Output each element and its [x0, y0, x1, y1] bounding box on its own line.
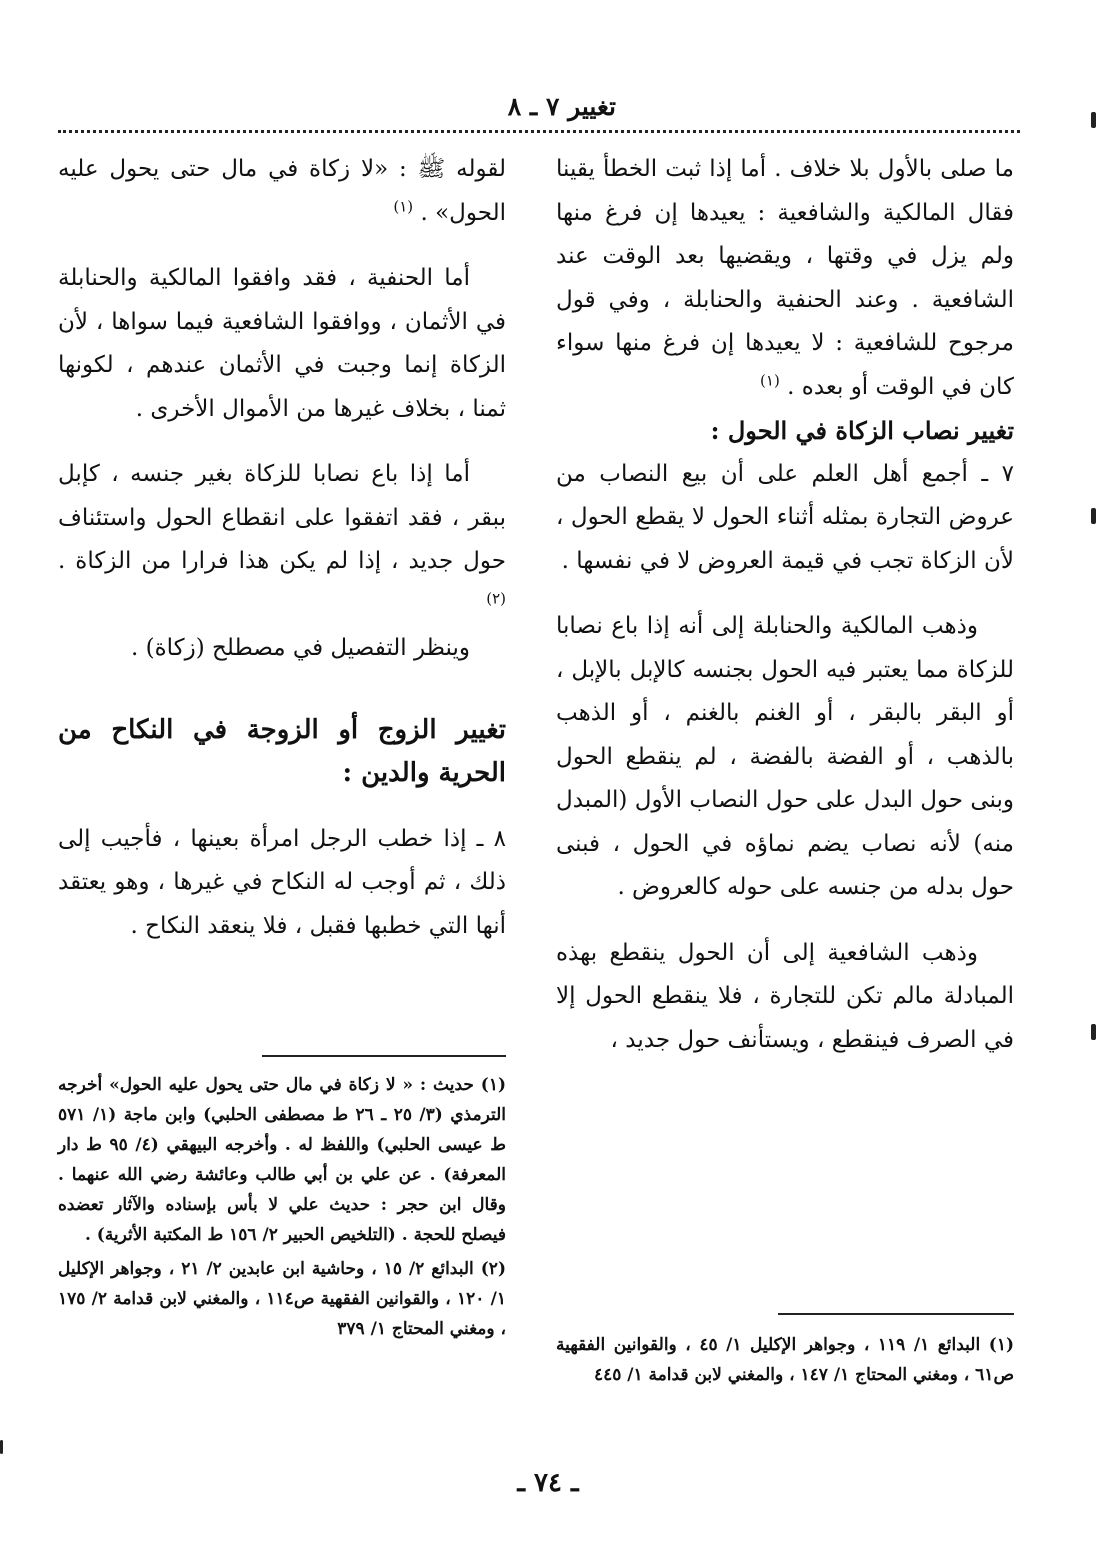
right-paragraph-3: وذهب المالكية والحنابلة إلى أنه إذا باع نصابا للزكاة مما يعتبر فيه الحول بجنسه كالإبل بالإبل ، أو البقر بالبقر ، أو الغنم بالغنم ، أو الذهب بالذهب ، أو الفضة بالفضة ، لم ينقطع الحول وبنى حول البدل على حول النصاب الأول (المبدل منه) لأنه نصاب يضم نماؤه في الحول ، فبنى حول بدله من جنسه على حوله كالعروض . [556, 613, 1014, 900]
scan-margin-mark [1091, 508, 1096, 524]
right-paragraph-2: ٧ ـ أجمع أهل العلم على أن بيع النصاب من عروض التجارة بمثله أثناء الحول لا يقطع الحول ، لأن الزكاة تجب في قيمة العروض لا في نفسها . [556, 460, 1014, 574]
section-heading-zakat: تغيير نصاب الزكاة في الحول : [710, 416, 1014, 445]
footnotes-left [58, 1070, 506, 1348]
footnotes-right [556, 1330, 1014, 1394]
scan-margin-mark [1091, 1024, 1096, 1040]
page-header-title: تغيير ٧ ـ ٨ [507, 92, 616, 121]
footnote-divider-left [262, 1055, 506, 1057]
header-dotted-divider [58, 130, 1020, 133]
footnote-divider-right [778, 1313, 1014, 1315]
section-heading-marriage: تغيير الزوج أو الزوجة في النكاح من الحرية والدين : [58, 714, 506, 788]
right-column [556, 148, 1014, 1062]
left-paragraph-3-text: أما إذا باع نصابا للزكاة بغير جنسه ، كإبل ببقر ، فقد اتفقوا على انقطاع الحول واستئناف حول جديد ، إذا لم يكن هذا فرارا من الزكاة . [58, 461, 506, 574]
scan-margin-mark [1091, 112, 1096, 128]
footnote-ref: (١) [760, 370, 780, 389]
footnote-ref: (٢) [486, 588, 506, 607]
left-column [58, 148, 506, 948]
left-paragraph-1 [58, 148, 506, 235]
page-number: ـ ٧٤ ـ [517, 1468, 579, 1498]
left-paragraph-4: وينظر التفصيل في مصطلح (زكاة) . [131, 635, 470, 661]
left-paragraph-1-text: لقوله ﷺ : «لا زكاة في مال حتى يحول عليه الحول» . [58, 156, 506, 226]
right-paragraph-1-text: ما صلى بالأول بلا خلاف . أما إذا ثبت الخطأ يقينا فقال المالكية والشافعية : يعيدها إن فرغ منها ولم يزل في وقتها ، ويقضيها بعد الوقت عند الشافعية . وعند الحنفية والحنابلة ، وفي قول مرجوح للشافعية : لا يعيدها إن فرغ منها سواء كان في الوقت أو بعده . [556, 156, 1014, 400]
footnote-ref: (١) [393, 196, 414, 215]
footnote-item: (٢) البدائع ٢/ ١٥ ، وحاشية ابن عابدين ٢/ ٢١ ، وجواهر الإكليل ١/ ١٢٠ ، والقوانين الفقهية ص١١٤ ، والمغني لابن قدامة ٢/ ١٧٥ ، ومغني المحتاج ١/ ٣٧٩ [58, 1259, 506, 1339]
footnote-item: (١) حديث : « لا زكاة في مال حتى يحول عليه الحول» أخرجه الترمذي (٣/ ٢٥ ـ ٢٦ ط مصطفى الحلبي) وابن ماجة (١/ ٥٧١ ط عيسى الحلبي) واللفظ له . وأخرجه البيهقي (٤/ ٩٥ ط دار المعرفة) . عن علي بن أبي طالب وعائشة رضي الله عنهما . وقال ابن حجر : حديث علي لا بأس بإسناده والآثار تعضده فيصلح للحجة . (التلخيص الحبير ٢/ ١٥٦ ط المكتبة الأثرية) . [58, 1075, 506, 1245]
scan-margin-mark [0, 1440, 3, 1454]
right-paragraph-4: وذهب الشافعية إلى أن الحول ينقطع بهذه المبادلة مالم تكن للتجارة ، فلا ينقطع الحول إلا في الصرف فينقطع ، ويستأنف حول جديد ، [556, 939, 1014, 1053]
left-paragraph-2: أما الحنفية ، فقد وافقوا المالكية والحنابلة في الأثمان ، ووافقوا الشافعية فيما سواها ، لأن الزكاة إنما وجبت في الأثمان عندهم ، لكونها ثمنا ، بخلاف غيرها من الأموال الأخرى . [58, 265, 506, 422]
left-paragraph-3 [58, 453, 506, 627]
left-paragraph-5: ٨ ـ إذا خطب الرجل امرأة بعينها ، فأجيب إلى ذلك ، ثم أوجب له النكاح في غيرها ، وهو يعتقد أنها التي خطبها فقبل ، فلا ينعقد النكاح . [58, 825, 506, 939]
right-paragraph-1 [556, 148, 1014, 409]
footnote-item: (١) البدائع ١/ ١١٩ ، وجواهر الإكليل ١/ ٤٥ ، والقوانين الفقهية ص٦١ ، ومغني المحتاج ١/ ١٤٧ ، والمغني لابن قدامة ١/ ٤٤٥ [556, 1335, 1014, 1385]
